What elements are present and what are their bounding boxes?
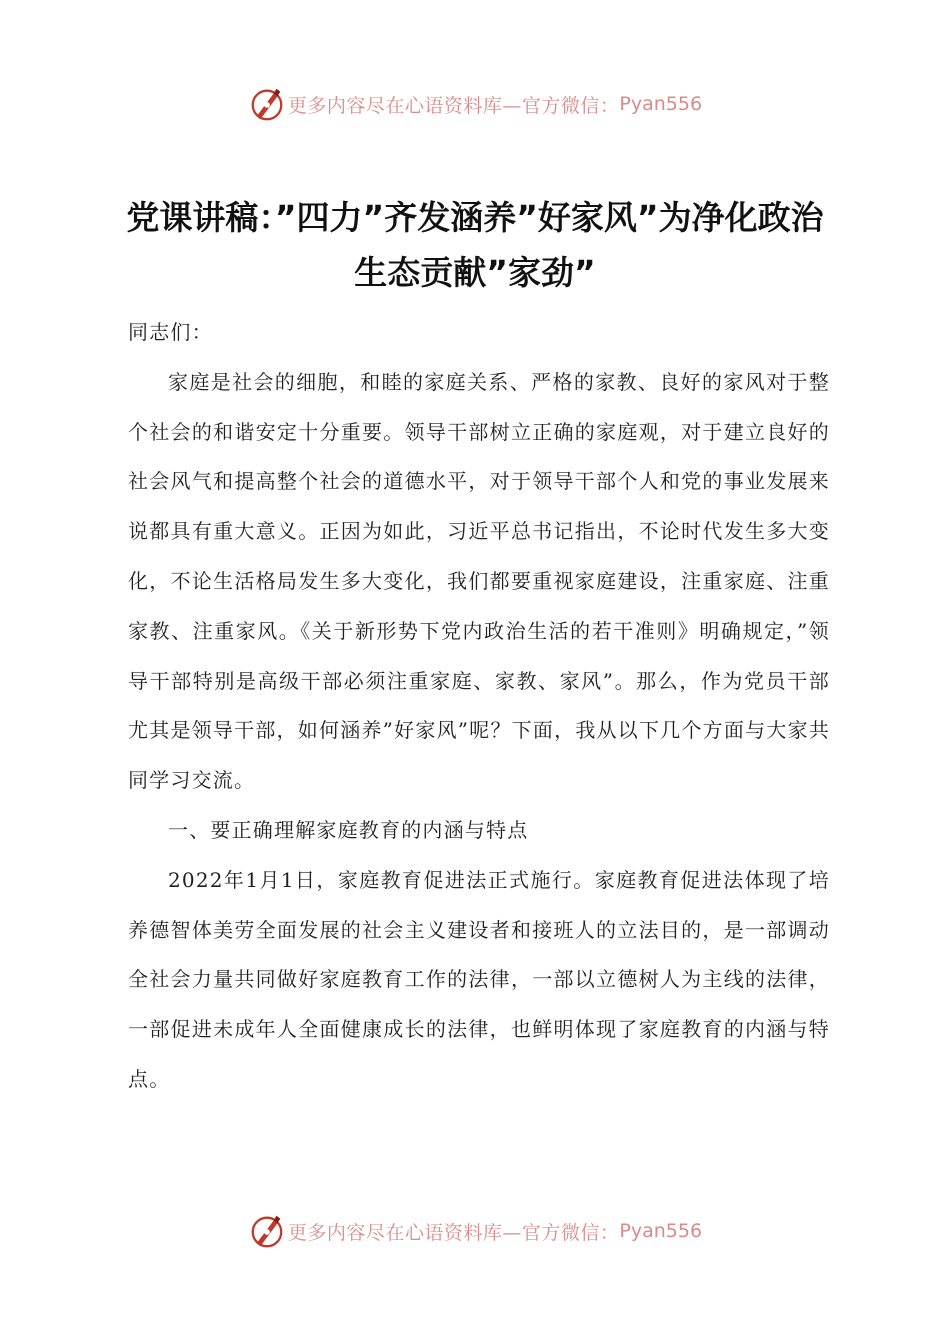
footer-brand-text: 更多内容尽在心语资料库—官方微信： <box>287 1221 620 1244</box>
document-body <box>128 308 830 1105</box>
footer-wechat-id: Pyan556 <box>619 1220 703 1242</box>
header-brand-text: 更多内容尽在心语资料库—官方微信： <box>287 94 620 117</box>
footer-banner <box>0 1209 950 1253</box>
paragraph-intro: 家庭是社会的细胞，和睦的家庭关系、严格的家教、良好的家风对于整个社会的和谐安定十分重要。领导干部树立正确的家庭观，对于建立良好的社会风气和提高整个社会的道德水平，对于领导干部个人和党的事业发展来说都具有重大意义。正因为如此，习近平总书记指出，不论时代发生多大变化，不论生活格局发生多大变化，我们都要重视家庭建设，注重家庭、注重家教、注重家风。《关于新形势下党内政治生活的若干准则》明确规定，”领导干部特别是高级干部必须注重家庭、家教、家风”。那么，作为党员干部尤其是领导干部，如何涵养”好家风”呢？下面，我从以下几个方面与大家共同学习交流。 <box>128 369 830 793</box>
header-banner <box>0 82 950 126</box>
salutation: 同志们： <box>128 320 213 344</box>
section-heading: 一、要正确理解家庭教育的内涵与特点 <box>168 817 529 842</box>
header-wechat-id: Pyan556 <box>619 93 703 115</box>
document-title: 党课讲稿：”四力”齐发涵养”好家风”为净化政治生态贡献”家劲” <box>126 198 824 292</box>
pen-logo-icon <box>248 1212 286 1250</box>
paragraph-section-1: 2022年1月1日，家庭教育促进法正式施行。家庭教育促进法体现了培养德智体美劳全面发展的社会主义建设者和接班人的立法目的，是一部调动全社会力量共同做好家庭教育工作的法律，一部以立德树人为主线的法律，一部促进未成年人全面健康成长的法律，也鲜明体现了家庭教育的内涵与特点。 <box>128 867 830 1091</box>
pen-logo-icon <box>248 85 286 123</box>
